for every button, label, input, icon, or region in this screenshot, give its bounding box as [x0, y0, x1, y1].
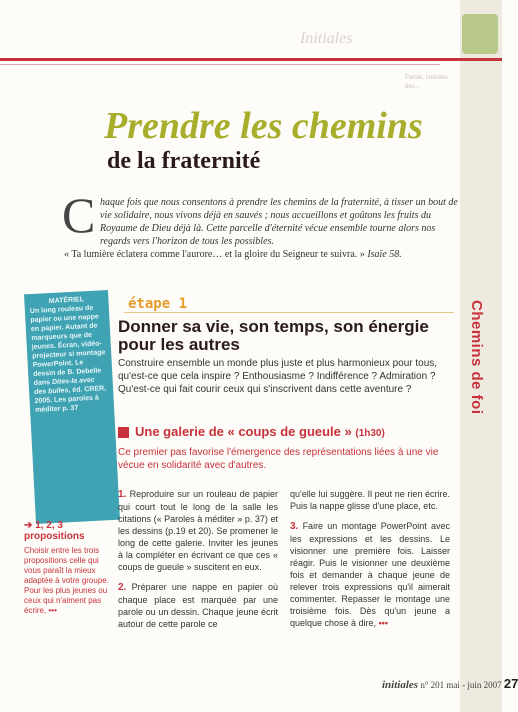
continue-dots: •••	[378, 618, 389, 628]
page-title: Prendre les chemins	[104, 105, 423, 147]
intro-quote: « Ta lumière éclatera comme l'aurore… et la gloire du Seigneur te suivra. »	[64, 249, 365, 260]
step-1-text: Reproduire sur un rouleau de papier qui court tout le long de la salle les citations (« Paroles à méditer » p. 37) et les dessins (p.19 et 20). Se promener le long de cette galerie. Inviter les jeunes à la compléter en écrivant ce que ces « coups de gueule » suscitent en eux.	[118, 489, 278, 572]
propositions-body	[24, 546, 114, 616]
step-3	[290, 520, 450, 629]
step-3-text: Faire un montage PowerPoint avec les expressions et les dessins. Le visionner une première fois. Laisser réagir. Puis le visionner une deuxième fois et demander à chaque jeune de relever trois expressions qu'il aimerait commenter. Repasser le montage une troisième fois. Dès qu'un jeune a quelque chose à dire,	[290, 521, 450, 628]
subsection-title-text: Une galerie de « coups de gueule »	[135, 424, 352, 439]
etape-rule	[124, 312, 454, 313]
top-red-rule	[0, 58, 502, 61]
step-2-number: 2.	[118, 582, 127, 593]
subsection-title	[135, 424, 385, 439]
materiel-text-end: , éd. CRER, 2005. Les paroles à méditer p. 37	[34, 385, 107, 414]
step-1-number: 1.	[118, 489, 127, 500]
section-intro: Construire ensemble un monde plus juste et plus harmonieux pour tous, qu'est-ce que cela inspire ? Enthousiasme ? Indifférence ? Admiration ? Qu'est-ce qui fait courir ceux qui s'inscrivent dans cette aventure ?	[118, 358, 438, 395]
propositions-heading: ➔ 1, 2, 3 propositions	[24, 520, 85, 542]
square-bullet-icon	[118, 427, 129, 438]
page-footer	[382, 676, 518, 691]
step-2	[118, 581, 278, 630]
materiel-box	[24, 290, 120, 524]
materiel-book-title: Dites-la avec des bulles	[34, 376, 95, 396]
column-right	[290, 488, 450, 637]
bleed-header-text: Initiales	[300, 30, 353, 47]
column-left	[118, 488, 278, 638]
bleed-snippet: Parole, croisées des...	[405, 75, 449, 90]
step-2-text: Préparer une nappe en papier où chaque place est marquée par une parole ou un dessin. Chaque jeune écrit autour de cette parole ce	[118, 582, 278, 629]
intro-reference: Isaïe 58.	[367, 249, 402, 260]
intro-italic-text: haque fois que nous consentons à prendre les chemins de la fraternité, à tisser un bout de vie solidaire, nous vivons déjà en sauvés ; nous accueillons et goûtons les fruits du Royaume de Dieu déjà là. Cette parcelle d'éternité vécue ensemble tourne alors nos regards vers l'horizon de tous les possibles.	[100, 197, 458, 247]
continue-dots: •••	[48, 606, 57, 615]
top-thin-rule	[0, 64, 440, 65]
subsection-duration: (1h30)	[355, 428, 385, 439]
materiel-text: Un long rouleau de papier ou une nappe en papier. Autant de marqueurs que de jeunes. Écran, vidéo-projecteur si montage PowerPoint. Le dessin de B. Debelle dans	[29, 304, 106, 387]
step-3-number: 3.	[290, 521, 299, 532]
intro-paragraph	[64, 196, 464, 261]
propositions-text: Choisir entre les trois propositions celle qui vous paraît la mieux adaptée à votre groupe. Pour les plus jeunes ou ceux qui n'aiment pas écrire,	[24, 546, 109, 615]
page-number: 27	[503, 676, 518, 691]
etape-label: étape 1	[128, 296, 188, 312]
corner-logo	[462, 14, 498, 54]
step-1	[118, 488, 278, 573]
footer-brand: initiales	[382, 679, 419, 691]
subsection-description: Ce premier pas favorise l'émergence des représentations liées à une vie vécue en solidarité avec d'autres.	[118, 447, 439, 471]
dropcap: C	[62, 187, 96, 243]
side-tab-label: Chemins de foi	[468, 300, 485, 415]
page-subtitle: de la fraternité	[107, 148, 261, 174]
section-title: Donner sa vie, son temps, son énergie pour les autres	[118, 317, 429, 354]
step-2-continued: qu'elle lui suggère. Il peut ne rien écrire. Puis la nappe glisse d'une place, etc.	[290, 489, 450, 511]
materiel-heading: MATÉRIEL	[48, 296, 85, 306]
footer-issue: n° 201 mai - juin 2007	[420, 680, 502, 690]
